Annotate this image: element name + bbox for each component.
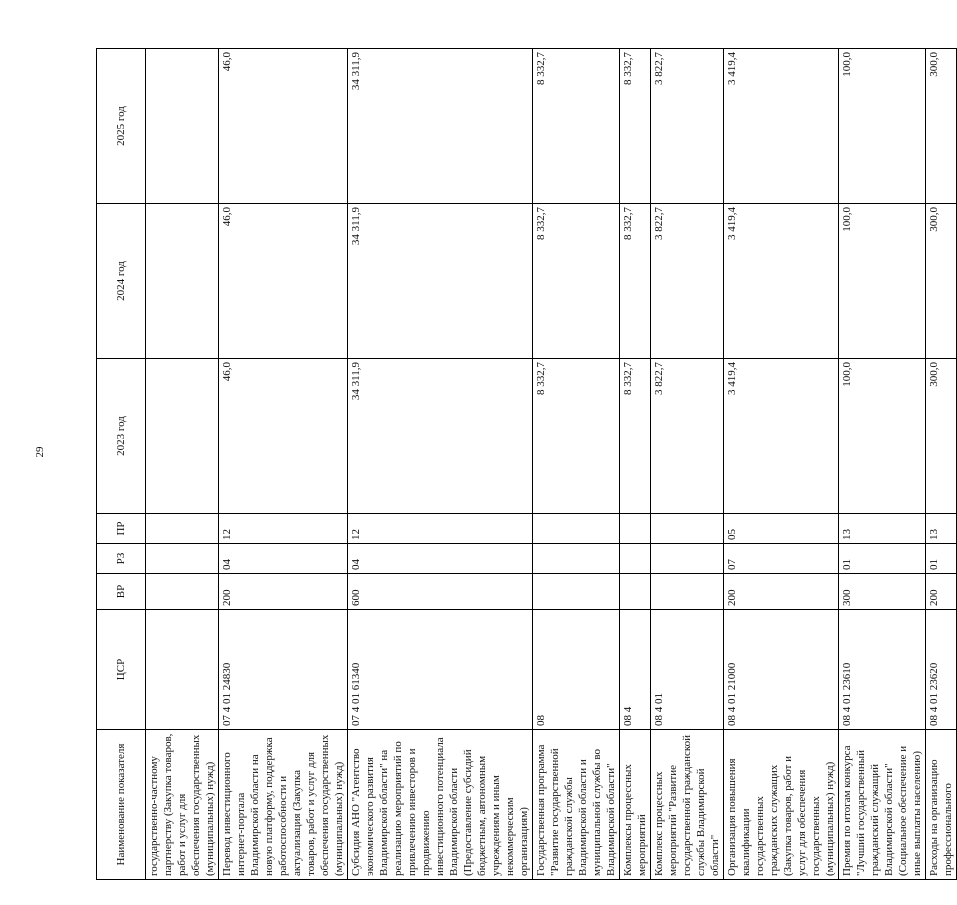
cell-2023: 100,0 (839, 359, 926, 514)
cell-pr (620, 514, 651, 544)
cell-pr (146, 514, 219, 544)
header-2023: 2023 год (97, 359, 146, 514)
table-row (146, 49, 219, 880)
table-row (926, 49, 957, 880)
cell-vr: 200 (724, 574, 839, 610)
cell-2023: 3 419,4 (724, 359, 839, 514)
cell-name: Расходы на организацию профессионального (926, 730, 957, 880)
header-pr: ПР (97, 514, 146, 544)
cell-2024: 8 332,7 (620, 204, 651, 359)
cell-vr: 300 (839, 574, 926, 610)
cell-name: государственно-частному партнерству (Закупка товаров, работ и услуг для обеспечения государственных (муниципальных) нужд) (146, 730, 219, 880)
table-row (533, 49, 620, 880)
cell-vr: 600 (348, 574, 533, 610)
cell-csr: 08 4 01 23620 (926, 610, 957, 730)
cell-rz (651, 544, 724, 574)
table-row (620, 49, 651, 880)
cell-2025: 3 822,7 (651, 49, 724, 204)
cell-2024: 3 822,7 (651, 204, 724, 359)
cell-pr: 13 (926, 514, 957, 544)
cell-2025: 8 332,7 (533, 49, 620, 204)
cell-2025: 100,0 (839, 49, 926, 204)
cell-pr: 13 (839, 514, 926, 544)
cell-vr (620, 574, 651, 610)
cell-name: Субсидия АНО "Агентство экономического развития Владимирской области" на реализацию мероприятий по привлечению инвесторов и продвижению инвестиционного потенциала Владимирской области (Предоставление субсидий бюджетным, автономным учреждениям и иным некоммерческим организациям) (348, 730, 533, 880)
cell-rz: 01 (839, 544, 926, 574)
cell-2023: 34 311,9 (348, 359, 533, 514)
cell-vr: 200 (926, 574, 957, 610)
budget-table (96, 48, 957, 880)
cell-name: Государственная программа "Развитие государственной гражданской службы Владимирской области и муниципальной службы во Владимирской области" (533, 730, 620, 880)
header-2024: 2024 год (97, 204, 146, 359)
cell-name: Комплекс процессных мероприятий "Развитие государственной гражданской службы Владимирской области" (651, 730, 724, 880)
table-row (839, 49, 926, 880)
cell-csr: 08 4 01 (651, 610, 724, 730)
cell-vr (533, 574, 620, 610)
cell-name: Перевод инвестиционного интернет-портала Владимирской области на новую платформу, поддержка работоспособности и актуализация (Закупка товаров, работ и услуг для обеспечения государственных (муниципальных) нужд) (219, 730, 348, 880)
table-header-row (97, 49, 146, 880)
cell-2025: 300,0 (926, 49, 957, 204)
cell-csr: 08 4 (620, 610, 651, 730)
cell-2025: 8 332,7 (620, 49, 651, 204)
cell-2024: 8 332,7 (533, 204, 620, 359)
cell-pr: 12 (348, 514, 533, 544)
cell-pr: 12 (219, 514, 348, 544)
cell-2023 (146, 359, 219, 514)
header-2025: 2025 год (97, 49, 146, 204)
cell-2023: 8 332,7 (620, 359, 651, 514)
header-rz: РЗ (97, 544, 146, 574)
cell-rz (533, 544, 620, 574)
cell-2023: 8 332,7 (533, 359, 620, 514)
cell-rz: 07 (724, 544, 839, 574)
table-row (219, 49, 348, 880)
cell-2023: 3 822,7 (651, 359, 724, 514)
header-csr: ЦСР (97, 610, 146, 730)
table-row (724, 49, 839, 880)
cell-2024: 300,0 (926, 204, 957, 359)
cell-csr: 07 4 01 61340 (348, 610, 533, 730)
cell-2024 (146, 204, 219, 359)
cell-csr: 07 4 01 24830 (219, 610, 348, 730)
page-number: 29 (34, 446, 46, 458)
cell-vr (651, 574, 724, 610)
cell-2023: 300,0 (926, 359, 957, 514)
cell-vr: 200 (219, 574, 348, 610)
cell-csr: 08 4 01 23610 (839, 610, 926, 730)
budget-table-rotated (96, 48, 954, 880)
cell-csr (146, 610, 219, 730)
cell-2024: 34 311,9 (348, 204, 533, 359)
cell-rz (620, 544, 651, 574)
cell-2025: 34 311,9 (348, 49, 533, 204)
header-vr: ВР (97, 574, 146, 610)
cell-2024: 3 419,4 (724, 204, 839, 359)
cell-rz: 04 (348, 544, 533, 574)
cell-name: Премия по итогам конкурса "Лучший государственный гражданский служащий Владимирской области" (Социальное обеспечение и иные выплаты населению) (839, 730, 926, 880)
cell-2025: 46,0 (219, 49, 348, 204)
cell-name: Организация повышения квалификации государственных гражданских служащих (Закупка товаров, работ и услуг для обеспечения государственных (муниципальных) нужд) (724, 730, 839, 880)
cell-pr: 05 (724, 514, 839, 544)
cell-rz: 01 (926, 544, 957, 574)
cell-2023: 46,0 (219, 359, 348, 514)
cell-rz: 04 (219, 544, 348, 574)
cell-2024: 100,0 (839, 204, 926, 359)
table-row (348, 49, 533, 880)
cell-csr: 08 (533, 610, 620, 730)
cell-csr: 08 4 01 21000 (724, 610, 839, 730)
cell-rz (146, 544, 219, 574)
cell-2025: 3 419,4 (724, 49, 839, 204)
table-row (651, 49, 724, 880)
cell-2024: 46,0 (219, 204, 348, 359)
cell-vr (146, 574, 219, 610)
cell-2025 (146, 49, 219, 204)
cell-pr (533, 514, 620, 544)
header-name: Наименование показателя (97, 730, 146, 880)
cell-pr (651, 514, 724, 544)
cell-name: Комплексы процессных мероприятий (620, 730, 651, 880)
